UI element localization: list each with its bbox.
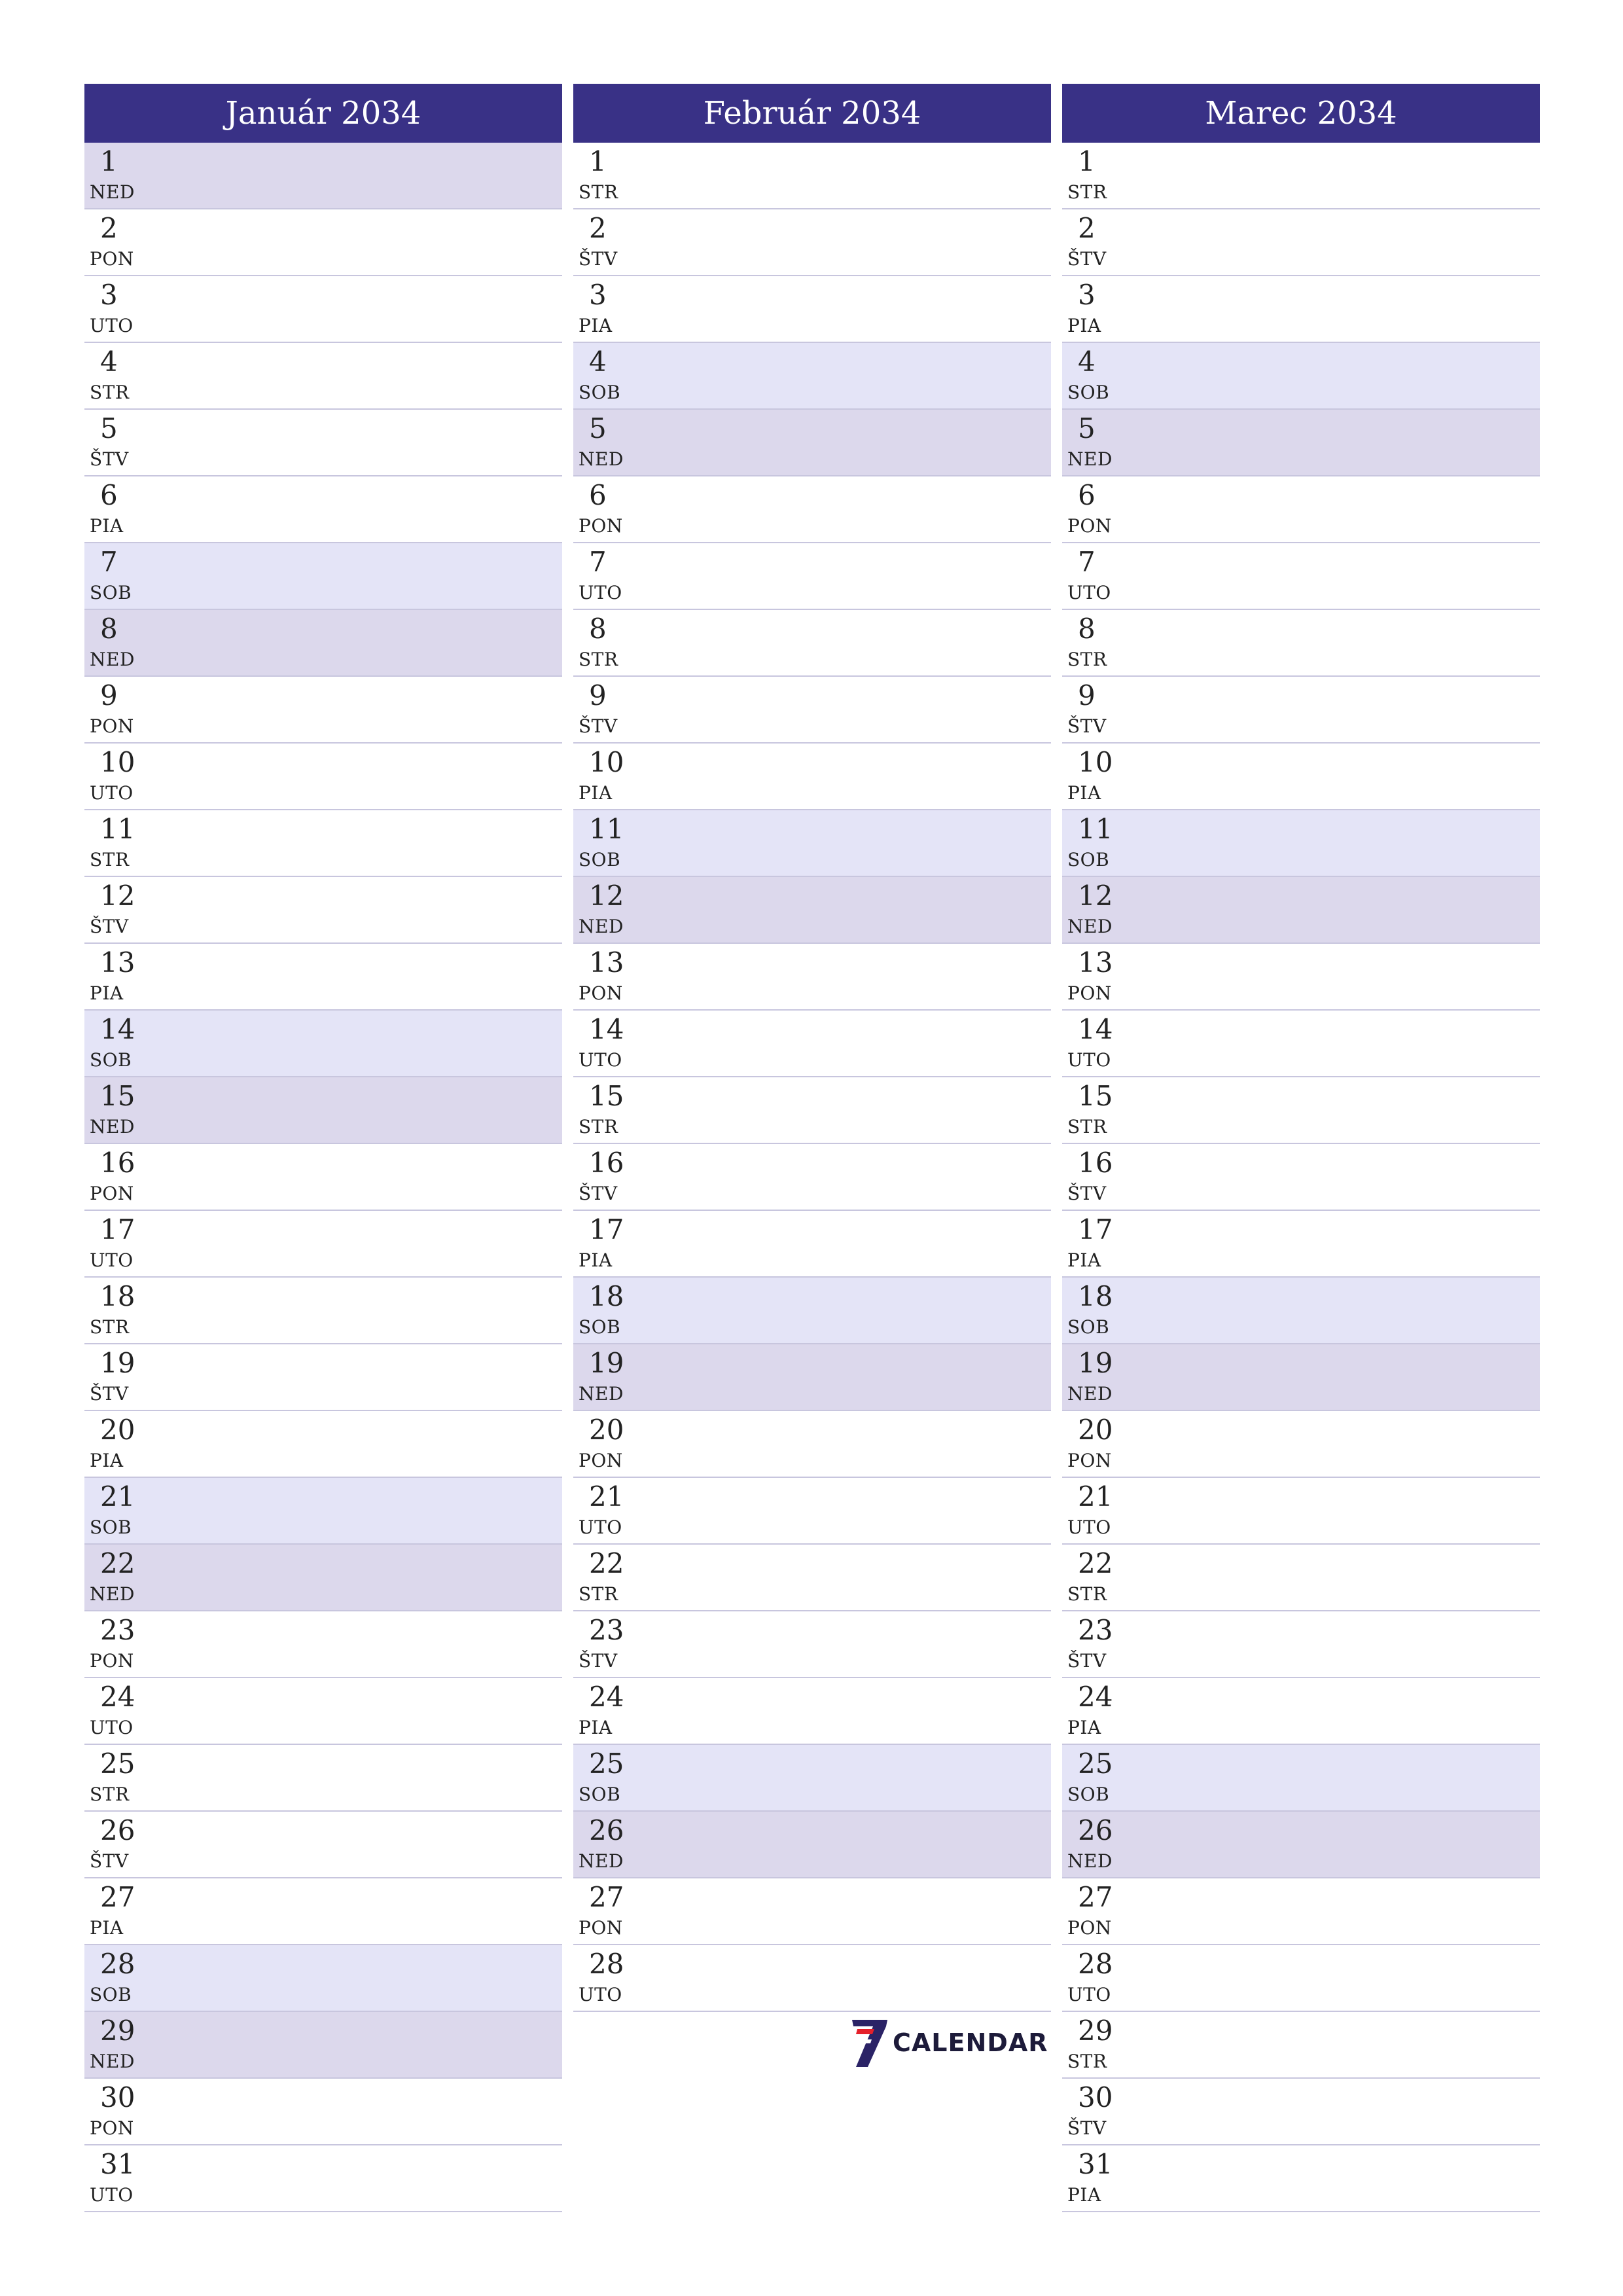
day-name: SOB <box>1067 849 1110 870</box>
day-number: 12 <box>100 880 135 912</box>
day-number: 31 <box>100 2148 135 2180</box>
day-number: 24 <box>1078 1681 1113 1713</box>
day-name: PON <box>90 248 134 270</box>
day-row <box>1062 610 1540 677</box>
day-name: SOB <box>90 582 132 603</box>
day-row <box>573 1144 1051 1211</box>
day-row <box>84 1745 562 1812</box>
day-number: 5 <box>1078 412 1096 444</box>
day-number: 6 <box>100 479 118 511</box>
day-name: ŠTV <box>579 248 618 270</box>
day-number: 5 <box>589 412 607 444</box>
brand-logo <box>848 2017 1051 2070</box>
day-row <box>1062 1545 1540 1611</box>
day-name: STR <box>90 382 130 403</box>
day-name: STR <box>1067 1583 1107 1605</box>
day-name: STR <box>1067 2051 1107 2072</box>
day-name: UTO <box>579 1984 622 2005</box>
day-name: ŠTV <box>579 1183 618 1204</box>
day-number: 13 <box>589 946 624 978</box>
day-name: PON <box>1067 515 1112 537</box>
day-row <box>84 343 562 410</box>
day-number: 15 <box>589 1080 624 1112</box>
day-name: ŠTV <box>90 916 129 937</box>
day-row <box>1062 1344 1540 1411</box>
day-name: UTO <box>90 1249 134 1271</box>
day-row <box>573 1812 1051 1878</box>
day-number: 14 <box>589 1013 624 1045</box>
day-number: 25 <box>589 1748 624 1780</box>
day-row <box>1062 276 1540 343</box>
day-name: SOB <box>579 1316 621 1338</box>
day-row <box>84 1945 562 2012</box>
day-number: 17 <box>1078 1213 1113 1246</box>
day-name: UTO <box>1067 1516 1111 1538</box>
day-number: 30 <box>100 2081 135 2113</box>
day-name: ŠTV <box>1067 248 1107 270</box>
day-number: 20 <box>100 1414 135 1446</box>
day-name: PIA <box>90 515 124 537</box>
day-row <box>1062 877 1540 944</box>
day-row <box>1062 1678 1540 1745</box>
day-row <box>573 877 1051 944</box>
day-number: 2 <box>1078 212 1096 244</box>
day-row <box>573 677 1051 744</box>
day-row <box>1062 2079 1540 2145</box>
day-number: 29 <box>100 2015 135 2047</box>
day-row <box>1062 543 1540 610</box>
day-number: 26 <box>1078 1814 1113 1846</box>
day-name: STR <box>90 1316 130 1338</box>
day-name: PIA <box>579 1249 613 1271</box>
day-number: 16 <box>100 1147 135 1179</box>
day-row <box>573 1945 1051 2012</box>
day-name: PON <box>579 515 623 537</box>
day-list <box>573 143 1051 2012</box>
month-title: Január 2034 <box>84 84 562 143</box>
day-name: SOB <box>90 1984 132 2005</box>
day-row <box>84 1344 562 1411</box>
day-number: 17 <box>100 1213 135 1246</box>
day-name: PON <box>90 2117 134 2139</box>
day-row <box>1062 1745 1540 1812</box>
day-number: 2 <box>100 212 118 244</box>
day-row <box>84 476 562 543</box>
day-name: PIA <box>90 982 124 1004</box>
day-row <box>573 1478 1051 1545</box>
day-number: 19 <box>1078 1347 1113 1379</box>
day-number: 30 <box>1078 2081 1113 2113</box>
day-name: PIA <box>579 315 613 336</box>
day-name: UTO <box>1067 1049 1111 1071</box>
day-row <box>573 810 1051 877</box>
day-number: 10 <box>100 746 135 778</box>
day-name: STR <box>579 1116 618 1138</box>
day-number: 9 <box>100 679 118 711</box>
day-row <box>84 1545 562 1611</box>
day-row <box>84 1211 562 1278</box>
month-title: Marec 2034 <box>1062 84 1540 143</box>
day-number: 15 <box>1078 1080 1113 1112</box>
day-number: 28 <box>1078 1948 1113 1980</box>
day-row <box>84 2012 562 2079</box>
day-row <box>1062 1278 1540 1344</box>
day-name: PIA <box>90 1450 124 1471</box>
day-name: UTO <box>90 2184 134 2206</box>
day-row <box>1062 1478 1540 1545</box>
day-row <box>1062 2145 1540 2212</box>
day-number: 21 <box>589 1480 624 1513</box>
day-number: 4 <box>589 346 607 378</box>
day-number: 31 <box>1078 2148 1113 2180</box>
day-row <box>573 610 1051 677</box>
calendar-grid <box>84 84 1540 2219</box>
day-number: 14 <box>1078 1013 1113 1045</box>
day-number: 17 <box>589 1213 624 1246</box>
day-name: PON <box>1067 1450 1112 1471</box>
day-row <box>573 944 1051 1011</box>
day-row <box>573 343 1051 410</box>
day-row <box>84 2079 562 2145</box>
day-number: 12 <box>1078 880 1113 912</box>
day-number: 3 <box>589 279 607 311</box>
day-name: UTO <box>90 315 134 336</box>
day-row <box>573 276 1051 343</box>
day-number: 4 <box>100 346 118 378</box>
day-number: 3 <box>1078 279 1096 311</box>
day-name: SOB <box>579 382 621 403</box>
day-number: 7 <box>1078 546 1096 578</box>
day-name: ŠTV <box>1067 715 1107 737</box>
day-name: ŠTV <box>579 1650 618 1672</box>
day-row <box>573 410 1051 476</box>
day-number: 18 <box>1078 1280 1113 1312</box>
day-name: PIA <box>1067 1249 1101 1271</box>
day-row <box>1062 677 1540 744</box>
day-row <box>1062 1878 1540 1945</box>
day-number: 1 <box>589 145 607 177</box>
day-name: NED <box>90 2051 135 2072</box>
day-name: SOB <box>579 849 621 870</box>
day-name: ŠTV <box>90 1850 129 1872</box>
day-name: STR <box>579 649 618 670</box>
day-row <box>84 1278 562 1344</box>
month-january <box>84 84 562 2212</box>
day-name: NED <box>579 1850 624 1872</box>
day-name: ŠTV <box>1067 1183 1107 1204</box>
day-name: UTO <box>1067 582 1111 603</box>
day-row <box>1062 1144 1540 1211</box>
day-row <box>573 1344 1051 1411</box>
day-name: ŠTV <box>90 448 129 470</box>
day-name: PON <box>579 1917 623 1939</box>
day-row <box>84 410 562 476</box>
day-number: 22 <box>589 1547 624 1579</box>
day-name: STR <box>1067 1116 1107 1138</box>
day-row <box>1062 476 1540 543</box>
day-number: 3 <box>100 279 118 311</box>
day-row <box>84 1411 562 1478</box>
day-row <box>84 1077 562 1144</box>
day-name: NED <box>90 1116 135 1138</box>
day-number: 22 <box>1078 1547 1113 1579</box>
day-row <box>1062 1945 1540 2012</box>
day-name: SOB <box>1067 1784 1110 1805</box>
day-name: PON <box>1067 982 1112 1004</box>
day-row <box>84 944 562 1011</box>
day-name: SOB <box>90 1049 132 1071</box>
day-number: 23 <box>589 1614 624 1646</box>
day-number: 28 <box>589 1948 624 1980</box>
day-row <box>573 1878 1051 1945</box>
day-name: ŠTV <box>90 1383 129 1405</box>
day-name: UTO <box>579 1516 622 1538</box>
day-name: PIA <box>579 782 613 804</box>
day-row <box>573 1011 1051 1077</box>
day-name: UTO <box>579 582 622 603</box>
month-february <box>573 84 1051 2012</box>
day-number: 22 <box>100 1547 135 1579</box>
day-name: NED <box>1067 448 1113 470</box>
day-name: SOB <box>90 1516 132 1538</box>
day-row <box>573 143 1051 209</box>
day-name: STR <box>90 849 130 870</box>
day-name: NED <box>1067 916 1113 937</box>
day-name: NED <box>1067 1850 1113 1872</box>
day-name: PIA <box>579 1717 613 1738</box>
day-row <box>84 2145 562 2212</box>
day-name: ŠTV <box>579 715 618 737</box>
day-number: 11 <box>589 813 624 845</box>
day-name: NED <box>579 916 624 937</box>
day-name: STR <box>1067 181 1107 203</box>
day-number: 14 <box>100 1013 135 1045</box>
day-name: UTO <box>579 1049 622 1071</box>
day-row <box>573 1545 1051 1611</box>
day-row <box>1062 2012 1540 2079</box>
day-row <box>1062 744 1540 810</box>
day-row <box>84 1611 562 1678</box>
day-row <box>573 1411 1051 1478</box>
day-number: 20 <box>1078 1414 1113 1446</box>
day-name: PON <box>1067 1917 1112 1939</box>
day-row <box>84 1678 562 1745</box>
day-row <box>573 1678 1051 1745</box>
day-row <box>84 209 562 276</box>
day-row <box>84 543 562 610</box>
day-row <box>1062 1812 1540 1878</box>
day-row <box>84 1011 562 1077</box>
day-row <box>573 1611 1051 1678</box>
day-number: 8 <box>1078 613 1096 645</box>
month-march <box>1062 84 1540 2212</box>
day-row <box>84 276 562 343</box>
day-number: 13 <box>1078 946 1113 978</box>
day-number: 9 <box>1078 679 1096 711</box>
day-row <box>1062 209 1540 276</box>
day-row <box>84 1144 562 1211</box>
day-row <box>573 476 1051 543</box>
day-name: PON <box>579 1450 623 1471</box>
day-number: 27 <box>100 1881 135 1913</box>
day-name: PIA <box>1067 315 1101 336</box>
day-number: 21 <box>1078 1480 1113 1513</box>
day-name: NED <box>90 649 135 670</box>
day-number: 28 <box>100 1948 135 1980</box>
day-row <box>84 610 562 677</box>
day-number: 15 <box>100 1080 135 1112</box>
day-number: 6 <box>589 479 607 511</box>
day-number: 1 <box>100 145 118 177</box>
day-row <box>1062 410 1540 476</box>
day-number: 25 <box>1078 1748 1113 1780</box>
day-name: STR <box>579 181 618 203</box>
day-number: 25 <box>100 1748 135 1780</box>
day-number: 5 <box>100 412 118 444</box>
day-name: PON <box>579 982 623 1004</box>
day-name: PIA <box>90 1917 124 1939</box>
day-row <box>1062 944 1540 1011</box>
day-name: NED <box>90 1583 135 1605</box>
day-row <box>84 143 562 209</box>
day-name: UTO <box>1067 1984 1111 2005</box>
day-row <box>84 810 562 877</box>
day-name: PIA <box>1067 1717 1101 1738</box>
day-row <box>1062 343 1540 410</box>
day-number: 10 <box>589 746 624 778</box>
day-row <box>84 1812 562 1878</box>
logo-text: CALENDAR <box>893 2028 1048 2057</box>
day-name: SOB <box>579 1784 621 1805</box>
day-number: 19 <box>589 1347 624 1379</box>
day-number: 26 <box>100 1814 135 1846</box>
day-number: 12 <box>589 880 624 912</box>
day-row <box>573 744 1051 810</box>
day-number: 9 <box>589 679 607 711</box>
day-row <box>84 877 562 944</box>
day-name: NED <box>579 448 624 470</box>
day-number: 27 <box>1078 1881 1113 1913</box>
month-title: Február 2034 <box>573 84 1051 143</box>
day-name: NED <box>90 181 135 203</box>
day-number: 29 <box>1078 2015 1113 2047</box>
day-row <box>1062 143 1540 209</box>
day-row <box>573 1745 1051 1812</box>
day-number: 23 <box>100 1614 135 1646</box>
day-row <box>1062 810 1540 877</box>
day-number: 8 <box>589 613 607 645</box>
day-name: NED <box>579 1383 624 1405</box>
day-number: 20 <box>589 1414 624 1446</box>
day-number: 2 <box>589 212 607 244</box>
day-number: 26 <box>589 1814 624 1846</box>
day-row <box>573 209 1051 276</box>
day-name: PON <box>90 1650 134 1672</box>
day-name: STR <box>579 1583 618 1605</box>
day-list <box>1062 143 1540 2212</box>
day-name: ŠTV <box>1067 1650 1107 1672</box>
day-number: 7 <box>589 546 607 578</box>
day-name: PON <box>90 1183 134 1204</box>
day-row <box>1062 1011 1540 1077</box>
day-number: 21 <box>100 1480 135 1513</box>
day-name: STR <box>1067 649 1107 670</box>
day-name: UTO <box>90 1717 134 1738</box>
day-row <box>1062 1611 1540 1678</box>
day-number: 6 <box>1078 479 1096 511</box>
day-number: 23 <box>1078 1614 1113 1646</box>
day-number: 16 <box>1078 1147 1113 1179</box>
day-number: 18 <box>100 1280 135 1312</box>
seven-logo-icon <box>848 2017 890 2070</box>
day-row <box>573 543 1051 610</box>
day-row <box>84 1478 562 1545</box>
day-number: 13 <box>100 946 135 978</box>
day-number: 18 <box>589 1280 624 1312</box>
day-row <box>1062 1211 1540 1278</box>
day-row <box>84 744 562 810</box>
day-number: 11 <box>100 813 135 845</box>
day-list <box>84 143 562 2212</box>
day-number: 7 <box>100 546 118 578</box>
day-name: PIA <box>1067 2184 1101 2206</box>
day-number: 16 <box>589 1147 624 1179</box>
day-row <box>573 1077 1051 1144</box>
day-row <box>573 1211 1051 1278</box>
day-name: SOB <box>1067 382 1110 403</box>
day-number: 1 <box>1078 145 1096 177</box>
day-name: ŠTV <box>1067 2117 1107 2139</box>
day-number: 24 <box>100 1681 135 1713</box>
day-row <box>84 1878 562 1945</box>
day-number: 4 <box>1078 346 1096 378</box>
day-row <box>84 677 562 744</box>
day-number: 19 <box>100 1347 135 1379</box>
day-number: 10 <box>1078 746 1113 778</box>
day-number: 8 <box>100 613 118 645</box>
day-name: PIA <box>1067 782 1101 804</box>
day-name: UTO <box>90 782 134 804</box>
day-row <box>1062 1077 1540 1144</box>
day-number: 24 <box>589 1681 624 1713</box>
day-name: PON <box>90 715 134 737</box>
day-row <box>573 1278 1051 1344</box>
day-name: NED <box>1067 1383 1113 1405</box>
day-name: STR <box>90 1784 130 1805</box>
day-row <box>1062 1411 1540 1478</box>
day-number: 11 <box>1078 813 1113 845</box>
day-name: SOB <box>1067 1316 1110 1338</box>
day-number: 27 <box>589 1881 624 1913</box>
